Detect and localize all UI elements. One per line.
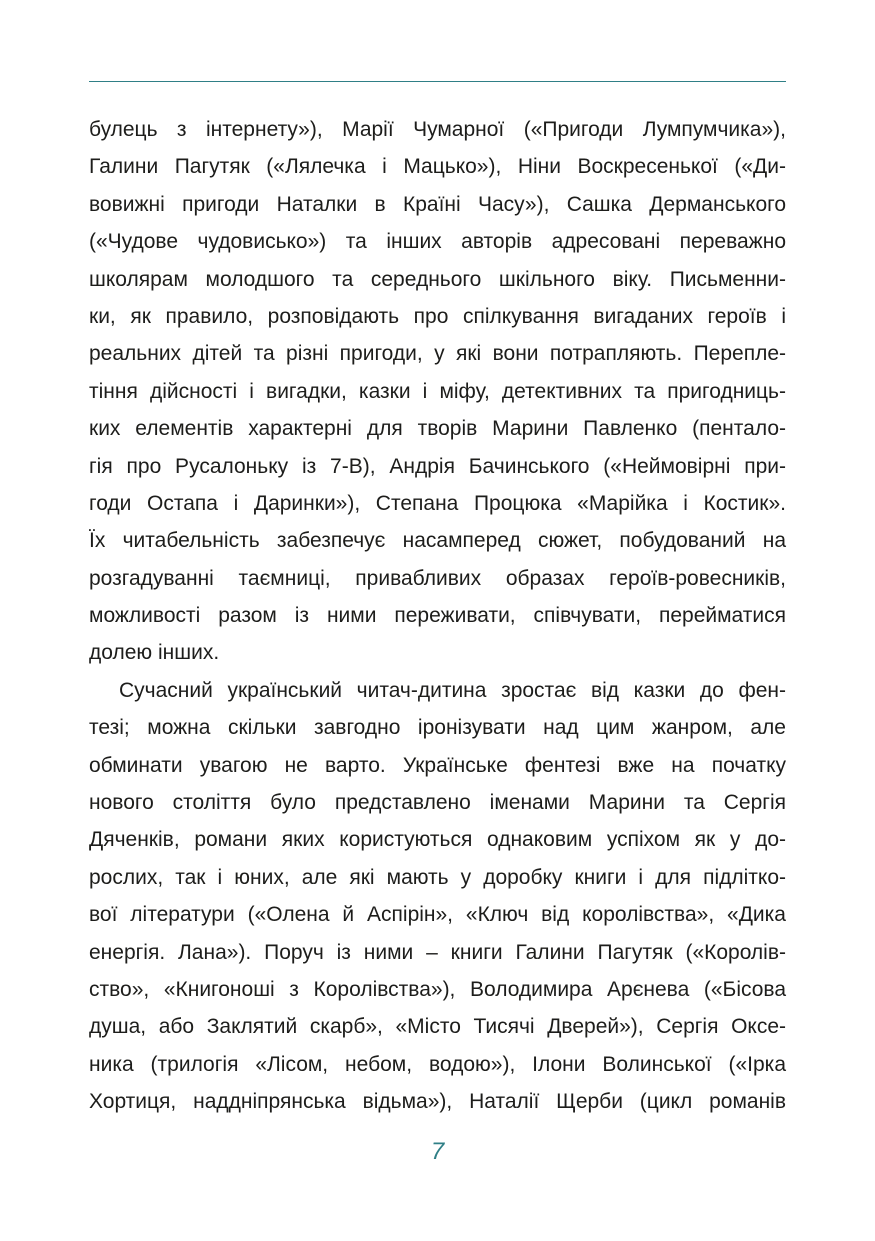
text-line: енергія. Лана»). Поруч із ними – книги Галини Пагутяк («Королів-: [89, 940, 786, 964]
text-line: Галини Пагутяк («Лялечка і Мацько»), Ніни Воскресенької («Ди-: [89, 155, 786, 179]
text-line: обминати увагою не варто. Українське фентезі вже на початку: [89, 753, 786, 777]
text-line: тезі; можна скільки завгодно іронізувати над цим жанром, але: [89, 716, 786, 740]
text-line: можливості разом із ними переживати, співчувати, перейматися: [89, 604, 786, 628]
page-number: 7: [430, 1138, 445, 1165]
text-line: Їх читабельність забезпечує насамперед сюжет, побудований на: [89, 529, 786, 553]
text-line: школярам молодшого та середнього шкільного віку. Письменни-: [89, 267, 786, 291]
body-text: [89, 111, 786, 1121]
text-line: ких елементів характерні для творів Марини Павленко (пентало-: [89, 417, 786, 441]
text-line: вої літератури («Олена й Аспірін», «Ключ від королівства», «Дика: [89, 903, 786, 927]
text-line: розгадуванні таємниці, привабливих образах героїв-ровесників,: [89, 566, 786, 590]
text-line: душа, або Заклятий скарб», «Місто Тисячі Дверей»), Сергія Оксе-: [89, 1015, 786, 1039]
text-line: вовижні пригоди Наталки в Країні Часу»), Сашка Дерманського: [89, 192, 786, 216]
paragraph-2: [89, 672, 786, 1121]
text-line: Дяченків, романи яких користуються однаковим успіхом як у до-: [89, 828, 786, 852]
text-line: ки, як правило, розповідають про спілкування вигаданих героїв і: [89, 304, 786, 328]
text-line: рослих, так і юних, але які мають у доробку книги і для підлітко-: [89, 865, 786, 889]
text-line: реальних дітей та різні пригоди, у які вони потрапляють. Перепле-: [89, 342, 786, 366]
text-line: Хортиця, наддніпрянська відьма»), Наталії Щерби (цикл романів: [89, 1090, 786, 1114]
paragraph-1: [89, 111, 786, 672]
text-line: нового століття було представлено іменами Марини та Сергія: [89, 791, 786, 815]
text-line: ство», «Книгоноші з Королівства»), Володимира Арєнева («Бісова: [89, 977, 786, 1001]
text-line: булець з інтернету»), Марії Чумарної («Пригоди Лумпумчика»),: [89, 118, 786, 141]
text-line: годи Остапа і Даринки»), Степана Процюка «Марійка і Костик».: [89, 491, 786, 515]
header-rule: [89, 81, 786, 82]
text-line: долею інших.: [89, 641, 220, 665]
text-line: ника (трилогія «Лісом, небом, водою»), Ілони Волинської («Ірка: [89, 1052, 786, 1076]
text-line: («Чудове чудовисько») та інших авторів адресовані переважно: [89, 230, 786, 254]
text-line: Сучасний український читач-дитина зростає від казки до фен-: [119, 678, 786, 702]
text-line: тіння дійсності і вигадки, казки і міфу, детективних та пригодниць-: [89, 379, 786, 403]
text-line: гія про Русалоньку із 7-В), Андрія Бачинського («Неймовірні при-: [89, 454, 786, 478]
